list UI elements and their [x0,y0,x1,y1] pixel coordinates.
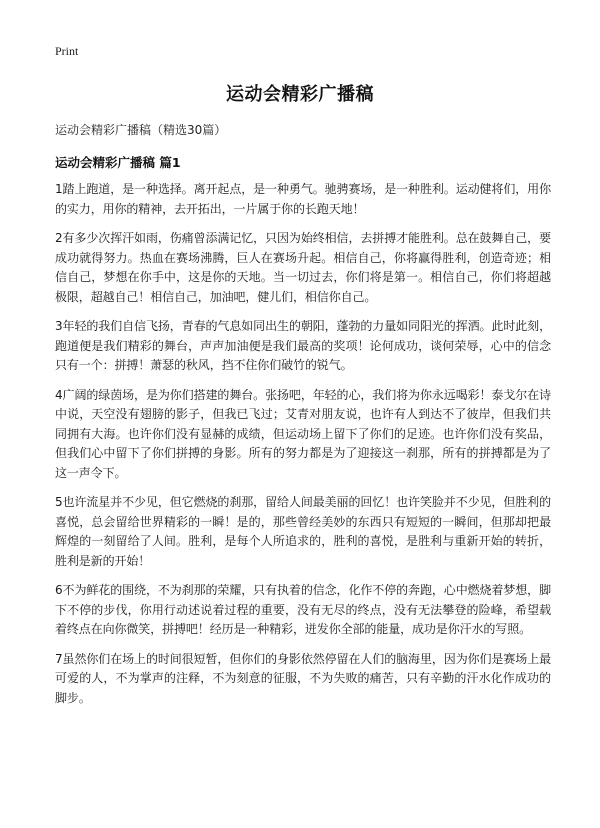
paragraph-2: 2有多少次挥汗如雨，伤痛曾添满记忆，只因为始终相信，去拼搏才能胜利。总在鼓舞自己，要成功就得努力。热血在赛场沸腾，巨人在赛场升起。相信自己，你将赢得胜利，创造奇迹；相信自己，梦想在你手中，这是你的天地。当一切过去，你们将是第一。相信自己，你们将超越极限，超越自己！相信自己，加油吧，健儿们，相信你自己。 [55,231,551,304]
paragraph-6: 6不为鲜花的围绕，不为刹那的荣耀，只有执着的信念，化作不停的奔跑，心中燃烧着梦想，脚下不停的步伐，你用行动述说着过程的重要，没有无尽的终点，没有无法攀登的险峰，希望载着终点在向你微笑，拼搏吧！经历是一种精彩，迸发你全部的能量，成功是你汗水的写照。 [55,583,551,636]
paragraph-1: 1踏上跑道，是一种选择。离开起点，是一种勇气。驰骋赛场，是一种胜利。运动健将们，用你的实力，用你的精神，去开拓出，一片属于你的长跑天地！ [55,182,551,216]
print-link[interactable]: Print [55,44,79,58]
document-body [55,180,551,718]
paragraph-3: 3年轻的我们自信飞扬，青春的气息如同出生的朝阳，蓬勃的力量如同阳光的挥洒。此时此刻，跑道便是我们精彩的舞台，声声加油便是我们最高的奖项！论何成功，谈何荣辱，心中的信念只有一个：拼搏！萧瑟的秋风，挡不住你们破竹的锐气。 [55,319,551,372]
paragraph-4: 4广阔的绿茵场，是为你们搭建的舞台。张扬吧，年轻的心，我们将为你永远喝彩！泰戈尔在诗中说，天空没有翅膀的影子，但我已飞过；艾青对朋友说，也许有人到达不了彼岸，但我们共同拥有大海。也许你们没有显赫的成绩，但运动场上留下了你们的足迹。也许你们没有奖品，但我们心中留下了你们拼搏的身影。所有的努力都是为了迎接这一刹那，所有的拼搏都是为了这一声令下。 [55,387,551,480]
paragraph-5: 5也许流星并不少见，但它燃烧的刹那，留给人间最美丽的回忆！也许笑脸并不少见，但胜利的喜悦，总会留给世界精彩的一瞬！是的，那些曾经美妙的东西只有短短的一瞬间，但那却把最辉煌的一刻留给了人间。胜利，是每个人所追求的，胜利的喜悦，是胜利与重新开始的转折，胜利是新的开始！ [55,495,551,568]
paragraph-7: 7虽然你们在场上的时间很短暂，但你们的身影依然停留在人们的脑海里，因为你们是赛场上最可爱的人，不为掌声的注释，不为刻意的征服，不为失败的痛苦，只有辛勤的汗水化作成功的脚步。 [55,651,551,705]
document-subtitle: 运动会精彩广播稿（精选30篇） [55,123,227,137]
document-title: 运动会精彩广播稿 [226,84,374,105]
section-heading: 运动会精彩广播稿 篇1 [55,155,181,170]
